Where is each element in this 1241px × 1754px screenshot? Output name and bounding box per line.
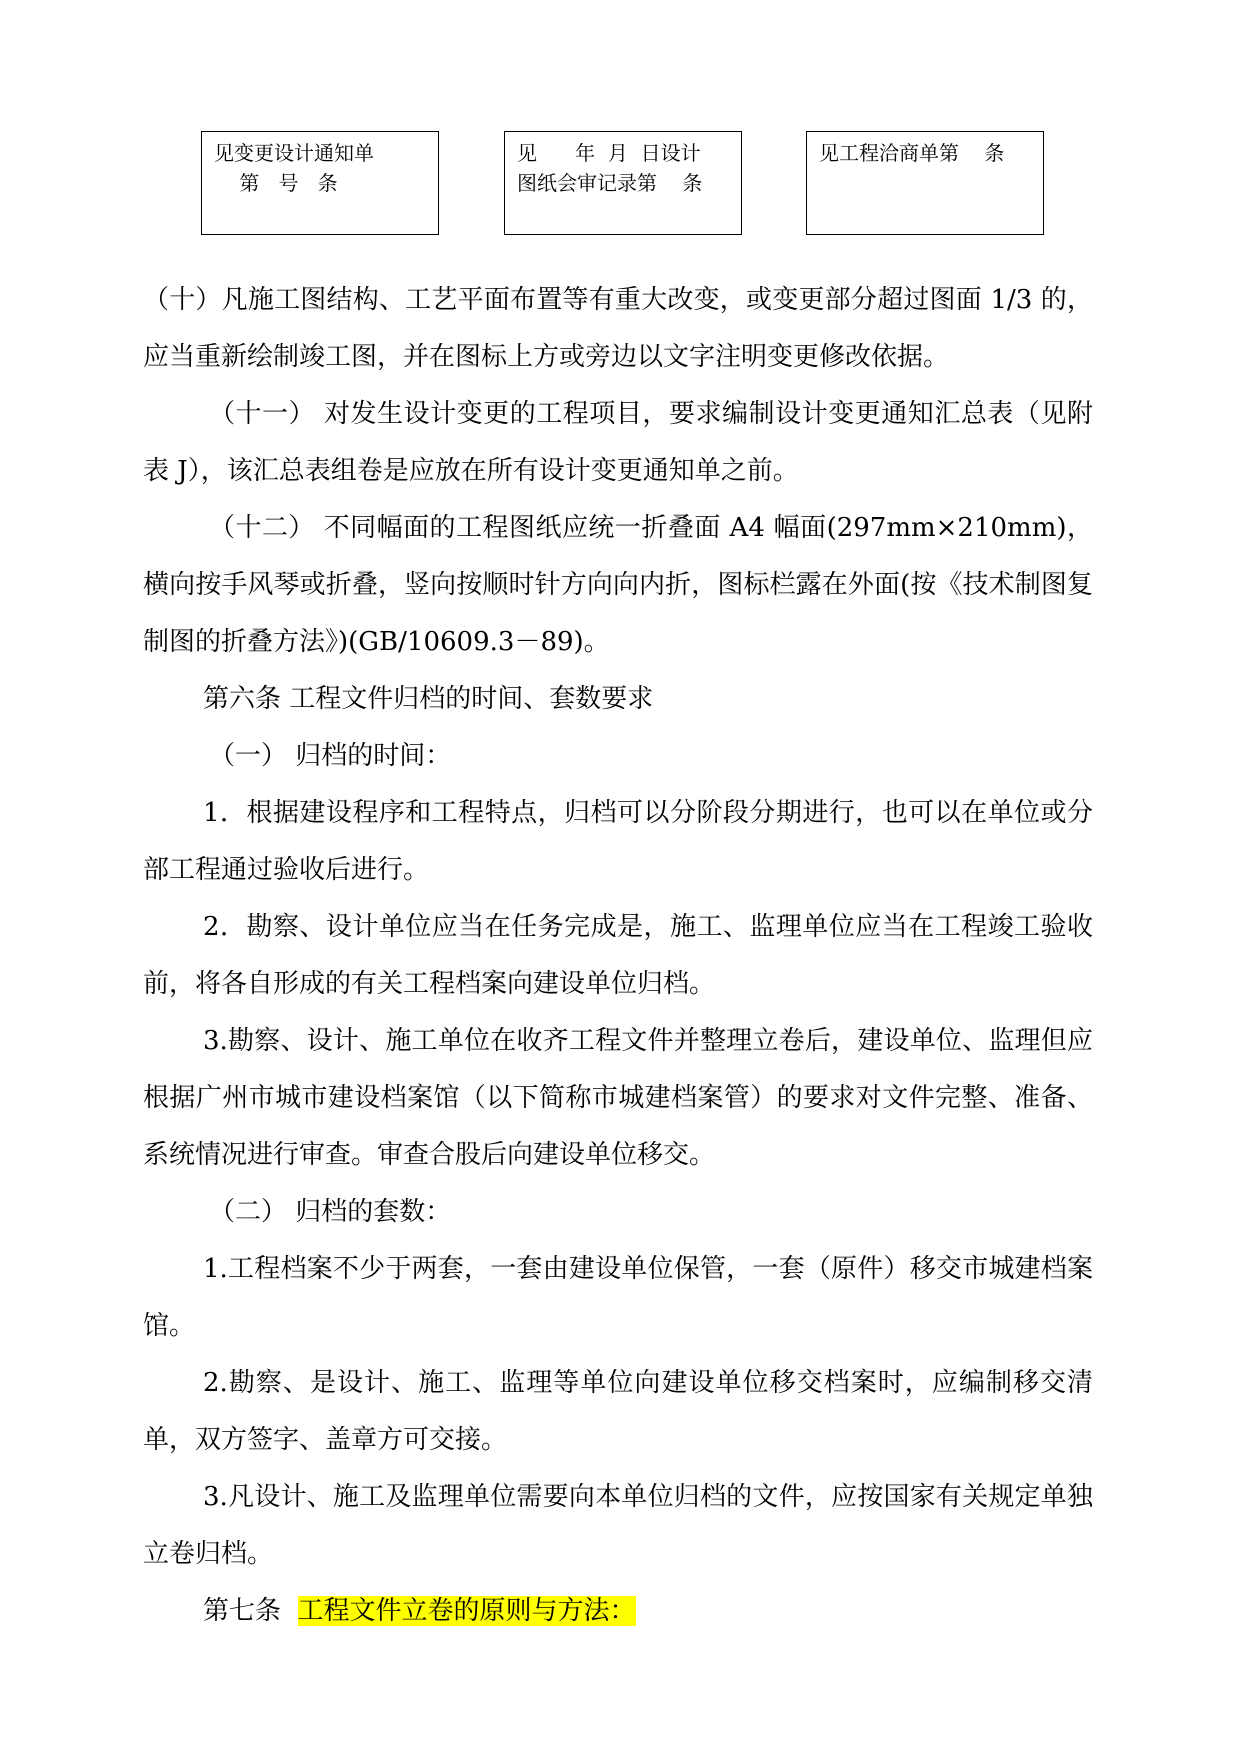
section-1-heading: （一） 归档的时间： (209, 741, 452, 771)
item-1-3: 3.勘察、设计、施工单位在收齐工程文件并整理立卷后，建设单位、监理但应根据广州市城市建设档案馆（以下简称市城建档案管）的要求对文件完整、准备、系统情况进行审查。审查合股后向建设单位移交。 (143, 1026, 1093, 1170)
drawing-review-record-box: 见 年 月 日设计 图纸会审记录第 条 (504, 131, 742, 235)
article-7-heading (143, 1583, 1093, 1640)
item-2-3: 3.凡设计、施工及监理单位需要向本单位归档的文件，应按国家有关规定单独立卷归档。 (143, 1482, 1093, 1569)
item-2-1: 1.工程档案不少于两套，一套由建设单位保管，一套（原件）移交市城建档案馆。 (143, 1254, 1093, 1341)
engineering-negotiation-box: 见工程洽商单第 条 (806, 131, 1044, 235)
section-2-heading: （二） 归档的套数： (209, 1197, 452, 1227)
item-1-2: 2．勘察、设计单位应当在任务完成是，施工、监理单位应当在工程竣工验收前，将各自形成的有关工程档案向建设单位归档。 (143, 912, 1093, 999)
article-6-heading: 第六条 工程文件归档的时间、套数要求 (203, 684, 654, 714)
article-7-highlighted-title: 工程文件立卷的原则与方法： (297, 1596, 636, 1626)
item-1-1: 1．根据建设程序和工程特点，归档可以分阶段分期进行，也可以在单位或分部工程通过验收后进行。 (143, 798, 1093, 885)
item-2-2: 2.勘察、是设计、施工、监理等单位向建设单位移交档案时，应编制移交清单，双方签字、盖章方可交接。 (143, 1368, 1093, 1455)
paragraph-12: （十二） 不同幅面的工程图纸应统一折叠面 A4 幅面(297mm×210mm)，横向按手风琴或折叠，竖向按顺时针方向向内折，图标栏露在外面(按《技术制图复制图的折叠方法》)(GB/10609.3－89)。 (143, 513, 1093, 657)
article-7-label: 第七条 (203, 1596, 298, 1626)
paragraph-10: （十）凡施工图结构、工艺平面布置等有重大改变，或变更部分超过图面 1/3 的，应当重新绘制竣工图，并在图标上方或旁边以文字注明变更修改依据。 (143, 285, 1093, 372)
paragraph-11: （十一） 对发生设计变更的工程项目，要求编制设计变更通知汇总表（见附表 J），该汇总表组卷是应放在所有设计变更通知单之前。 (143, 399, 1094, 486)
design-change-notice-box: 见变更设计通知单 第 号 条 (201, 131, 439, 235)
